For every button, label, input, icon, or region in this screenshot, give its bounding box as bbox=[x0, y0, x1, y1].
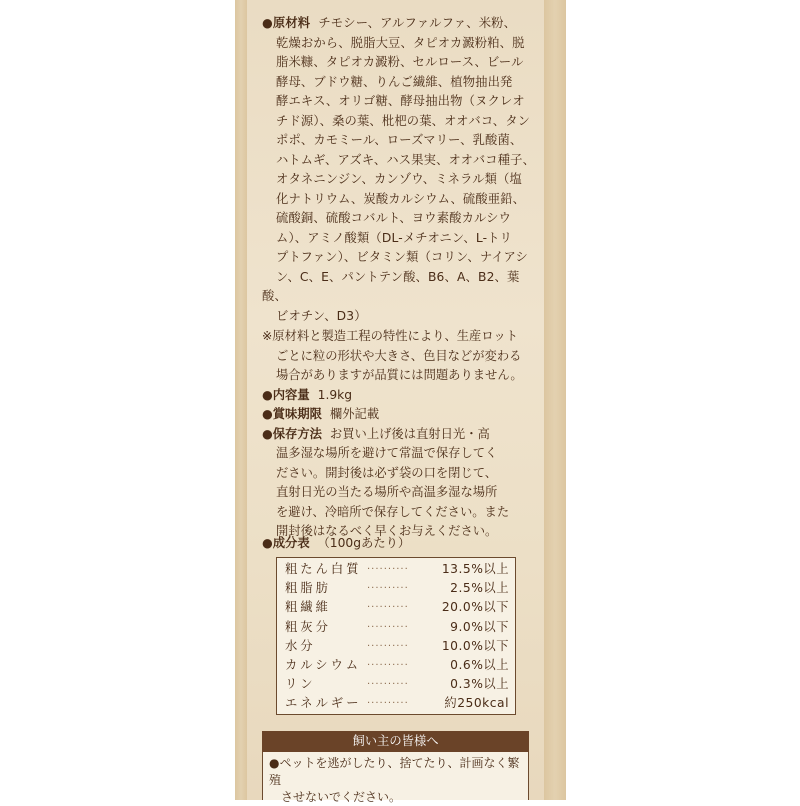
storage-line: 直射日光の当たる場所や高温多湿な場所 bbox=[276, 485, 498, 499]
ingredients-line: 脂米糠、タピオカ澱粉、セルロース、ビール bbox=[276, 55, 524, 69]
composition-row bbox=[285, 560, 509, 579]
notice-title: 飼い主の皆様へ bbox=[262, 731, 529, 752]
storage-label: ●保存方法 bbox=[262, 426, 322, 441]
right-edge-band bbox=[544, 0, 566, 800]
composition-row bbox=[285, 598, 509, 617]
note-line: ごとに粒の形状や大きさ、色目などが変わる bbox=[276, 348, 522, 363]
ingredients-line: オタネニンジン、カンゾウ、ミネラル類（塩 bbox=[276, 172, 522, 186]
storage-line: 開封後はなるべく早くお与えください。 bbox=[276, 524, 498, 538]
composition-row bbox=[285, 618, 509, 637]
leader-dots: ·········· bbox=[367, 621, 409, 633]
text-block bbox=[262, 14, 542, 542]
component-name: 粗繊維 bbox=[285, 600, 331, 615]
expiry-value: 欄外記載 bbox=[329, 407, 380, 421]
component-name: 粗たん白質 bbox=[285, 562, 362, 576]
note-line: ※原材料と製造工程の特性により、生産ロット bbox=[262, 329, 518, 343]
ingredients-label: ●原材料 bbox=[262, 16, 311, 30]
ingredients-line: チド源）、桑の葉、枇杷の葉、オオバコ、タン bbox=[276, 113, 531, 128]
composition-unit: （100gあたり） bbox=[317, 536, 411, 550]
composition-label: ●成分表 bbox=[262, 536, 310, 550]
ingredients-line: 化ナトリウム、炭酸カルシウム、硫酸亜鉛、 bbox=[276, 191, 526, 206]
leader-dots: ·········· bbox=[367, 698, 409, 710]
storage-line: 温多湿な場所を避けて常温で保存してく bbox=[276, 446, 498, 460]
leader-dots: ·········· bbox=[367, 640, 409, 652]
expiry-label: ●賞味期限 bbox=[262, 407, 322, 421]
contents-label: ●内容量 bbox=[262, 387, 310, 402]
notice-body bbox=[262, 752, 529, 804]
component-name: 水分 bbox=[285, 638, 316, 653]
leader-dots: ·········· bbox=[367, 679, 409, 691]
composition-row bbox=[285, 637, 509, 656]
ingredients-section bbox=[262, 14, 542, 326]
contents-value: 1.9kg bbox=[317, 387, 353, 402]
leader-dots: ·········· bbox=[367, 660, 409, 672]
ingredients-line: ン、C、E、パントテン酸、B6、A、B2、葉酸、 bbox=[262, 269, 520, 303]
component-value: 0.3%以上 bbox=[450, 677, 509, 692]
composition-row bbox=[285, 675, 509, 694]
component-name: カルシウム bbox=[285, 658, 362, 673]
component-value: 13.5%以上 bbox=[441, 562, 509, 576]
ingredients-line: プトファン）、ビタミン類（コリン、ナイアシ bbox=[276, 250, 528, 264]
composition-row bbox=[285, 656, 509, 675]
composition-table bbox=[276, 557, 516, 715]
ingredients-line: 酵母、ブドウ糖、りんご繊維、植物抽出発 bbox=[276, 74, 513, 89]
component-name: 粗灰分 bbox=[285, 619, 331, 634]
component-name: 粗脂肪 bbox=[285, 581, 331, 596]
ingredients-line: ム）、アミノ酸類（DL-メチオニン、L-トリ bbox=[276, 230, 513, 245]
storage-line: ださい。開封後は必ず袋の口を閉じて、 bbox=[276, 465, 498, 480]
storage-line: お買い上げ後は直射日光・高 bbox=[329, 426, 490, 441]
storage-line: を避け、冷暗所で保存してください。また bbox=[276, 504, 510, 519]
component-value: 2.5%以上 bbox=[450, 581, 509, 596]
storage-section bbox=[262, 425, 542, 542]
component-value: 20.0%以下 bbox=[441, 600, 509, 615]
component-value: 0.6%以上 bbox=[450, 658, 509, 673]
component-value: 約250kcal bbox=[444, 696, 509, 711]
note-line: 場合がありますが品質には問題ありません。 bbox=[276, 368, 523, 382]
ingredients-line: 乾燥おから、脱脂大豆、タピオカ澱粉粕、脱 bbox=[276, 35, 525, 50]
ingredients-line: 硫酸銅、硫酸コバルト、ヨウ素酸カルシウ bbox=[276, 211, 512, 225]
leader-dots: ·········· bbox=[367, 564, 409, 575]
ingredients-line: ハトムギ、アズキ、ハス果実、オオバコ種子、 bbox=[276, 152, 536, 167]
composition-row bbox=[285, 579, 509, 598]
expiry-row bbox=[262, 405, 542, 425]
composition-heading bbox=[262, 533, 410, 551]
leader-dots: ·········· bbox=[367, 602, 409, 614]
ingredients-line: ビオチン、D3） bbox=[276, 308, 367, 323]
ingredients-line: チモシー、アルファルファ、米粉、 bbox=[318, 16, 517, 30]
left-edge-band bbox=[235, 0, 247, 800]
component-value: 10.0%以下 bbox=[441, 638, 509, 653]
notice-line: させないでください。 bbox=[281, 790, 402, 804]
contents-row bbox=[262, 386, 542, 406]
composition-row bbox=[285, 694, 509, 713]
ingredients-line: 酵エキス、オリゴ糖、酵母抽出物（ヌクレオ bbox=[276, 94, 525, 108]
ingredients-line: ポポ、カモミール、ローズマリー、乳酸菌、 bbox=[276, 133, 523, 147]
label-panel bbox=[247, 0, 544, 804]
notice-line: ペットを逃がしたり、捨てたり、計画なく繁殖 bbox=[269, 756, 520, 787]
component-name: リン bbox=[285, 677, 316, 692]
component-name: エネルギー bbox=[285, 696, 362, 711]
leader-dots: ·········· bbox=[367, 583, 409, 595]
notice-bullet: ● bbox=[269, 756, 280, 770]
production-note bbox=[262, 327, 542, 386]
component-value: 9.0%以下 bbox=[450, 619, 509, 634]
